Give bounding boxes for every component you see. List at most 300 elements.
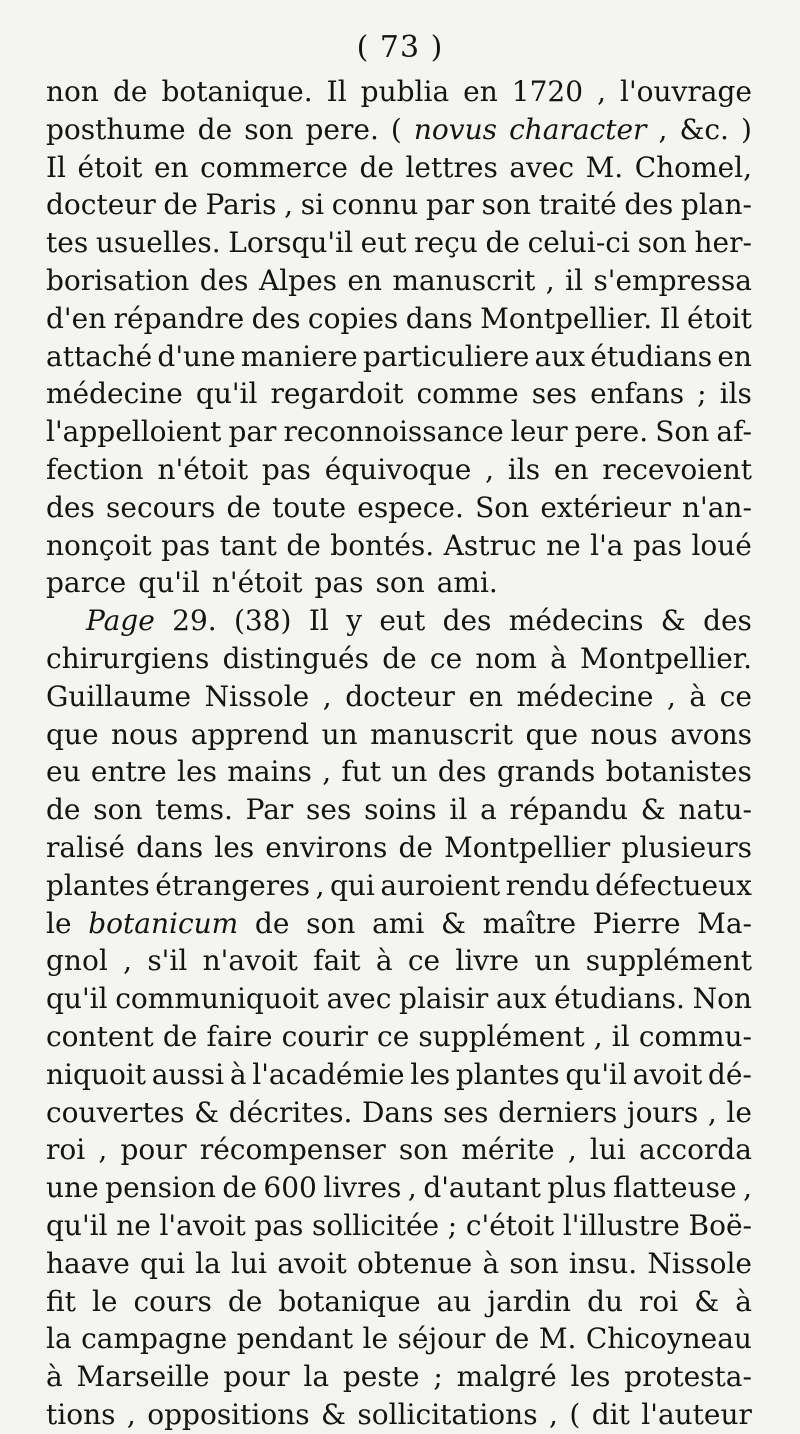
word: tems. bbox=[155, 793, 233, 827]
word: à bbox=[550, 641, 567, 675]
word: la bbox=[46, 1322, 72, 1356]
word: roi bbox=[46, 1133, 86, 1167]
word: pour bbox=[223, 1360, 290, 1394]
word: de bbox=[286, 528, 321, 562]
word: fut bbox=[341, 755, 382, 789]
word: à bbox=[735, 1284, 752, 1318]
word: Page bbox=[86, 604, 155, 638]
word: son bbox=[306, 906, 356, 940]
word: , bbox=[407, 1171, 417, 1205]
word: af- bbox=[716, 415, 752, 449]
word: fait bbox=[313, 944, 361, 978]
word: lettres bbox=[405, 150, 498, 184]
word: a bbox=[480, 793, 497, 827]
text-line bbox=[46, 867, 752, 905]
word: peste bbox=[342, 1360, 420, 1394]
word: Lorsqu'il bbox=[228, 226, 354, 260]
text-line bbox=[46, 678, 752, 716]
word: M. bbox=[538, 1322, 577, 1356]
word: toute bbox=[272, 490, 347, 524]
word: des bbox=[46, 490, 95, 524]
word: nous bbox=[110, 717, 179, 751]
word: si bbox=[300, 188, 325, 222]
word: borisation bbox=[46, 263, 190, 297]
word: & bbox=[321, 1397, 346, 1431]
word: Il bbox=[659, 301, 680, 335]
word: ils bbox=[507, 452, 541, 486]
word: regardoit bbox=[270, 377, 404, 411]
word: & bbox=[194, 1095, 220, 1129]
word: que bbox=[525, 717, 579, 751]
word: extérieur bbox=[540, 490, 671, 524]
word: ce bbox=[407, 944, 441, 978]
word: lui bbox=[231, 1246, 267, 1280]
word: en bbox=[717, 339, 752, 373]
word: content bbox=[46, 1019, 154, 1053]
word: & bbox=[441, 906, 466, 940]
word: des bbox=[437, 755, 487, 789]
word: publia bbox=[360, 75, 450, 108]
word: qu'il bbox=[138, 566, 200, 600]
word: n'étoit bbox=[157, 452, 249, 486]
word: sollicitée bbox=[311, 1208, 440, 1242]
text-line bbox=[46, 1320, 752, 1358]
word: dit bbox=[591, 1397, 630, 1431]
word: de bbox=[163, 188, 198, 222]
word: tant bbox=[219, 528, 277, 562]
word: , bbox=[126, 1397, 136, 1431]
word: ) bbox=[741, 112, 752, 146]
word: apprend bbox=[190, 717, 310, 751]
word: oppositions bbox=[147, 1397, 310, 1431]
word: jardin bbox=[487, 1284, 572, 1318]
word: ses bbox=[306, 793, 352, 827]
word: de bbox=[227, 1284, 263, 1318]
word: plantes bbox=[455, 1057, 560, 1091]
text-line bbox=[46, 1094, 752, 1132]
word: de bbox=[162, 1019, 198, 1053]
word: son bbox=[398, 1133, 449, 1167]
word: aussi bbox=[151, 1057, 225, 1091]
word: insu. bbox=[568, 1246, 638, 1280]
word: de bbox=[46, 793, 81, 827]
word: ; bbox=[433, 1360, 443, 1394]
word: dans bbox=[405, 301, 473, 335]
word: attaché bbox=[46, 339, 153, 373]
word: auroient bbox=[380, 868, 501, 902]
word: Guillaume bbox=[46, 679, 192, 713]
word: 600 bbox=[263, 1171, 317, 1205]
word: pas bbox=[314, 566, 364, 600]
word: d'autant bbox=[423, 1171, 541, 1205]
word: , bbox=[322, 679, 332, 713]
word: pour bbox=[120, 1133, 187, 1167]
text-line bbox=[46, 489, 752, 527]
word: le bbox=[46, 906, 72, 940]
word: rendu bbox=[505, 868, 590, 902]
word: l'ouvrage bbox=[620, 75, 752, 108]
word: 29. bbox=[172, 604, 217, 638]
word: Ma- bbox=[697, 906, 752, 940]
word: avec bbox=[326, 982, 392, 1016]
word: de bbox=[359, 150, 394, 184]
text-line bbox=[46, 1169, 752, 1207]
word: par bbox=[228, 415, 277, 449]
text-line bbox=[46, 1018, 752, 1056]
word: s'empressa bbox=[593, 263, 752, 297]
word: grands bbox=[496, 755, 596, 789]
word: lui bbox=[589, 1133, 626, 1167]
word: pere. bbox=[574, 415, 649, 449]
text-line bbox=[46, 413, 752, 451]
word: le bbox=[726, 1095, 752, 1129]
word: répandre bbox=[113, 301, 245, 335]
word: botanistes bbox=[605, 755, 752, 789]
word: Chomel, bbox=[634, 150, 752, 184]
word: de bbox=[112, 75, 148, 108]
word: plan- bbox=[680, 188, 752, 222]
word: Pierre bbox=[592, 906, 681, 940]
word: copies bbox=[307, 301, 399, 335]
word: dé- bbox=[707, 1057, 752, 1091]
text-line bbox=[46, 1358, 752, 1396]
text-line bbox=[46, 942, 752, 980]
word: accorda bbox=[639, 1133, 752, 1167]
word: & bbox=[640, 793, 666, 827]
word: au bbox=[436, 1284, 472, 1318]
word: & bbox=[694, 1284, 720, 1318]
word: , bbox=[123, 944, 132, 978]
word: ses bbox=[531, 377, 578, 411]
word: Alpes bbox=[258, 263, 338, 297]
word: traité bbox=[538, 188, 617, 222]
word: 1720 bbox=[511, 75, 584, 108]
word: connu bbox=[331, 188, 419, 222]
word: ami bbox=[372, 906, 425, 940]
word: médecine bbox=[46, 377, 183, 411]
word: de bbox=[485, 226, 520, 260]
word: Montpellier bbox=[444, 830, 611, 864]
word: couvertes bbox=[46, 1095, 185, 1129]
word: livre bbox=[455, 944, 520, 978]
word: , bbox=[485, 452, 495, 486]
word: pension bbox=[105, 1171, 216, 1205]
text-line bbox=[46, 73, 752, 111]
word: l'appelloient bbox=[46, 415, 222, 449]
word: avons bbox=[670, 717, 752, 751]
word: reçu bbox=[414, 226, 478, 260]
word: Astruc bbox=[443, 528, 537, 562]
word: obtenue bbox=[357, 1246, 473, 1280]
word: her- bbox=[694, 226, 752, 260]
word: nous bbox=[590, 717, 658, 751]
word: cours bbox=[133, 1284, 212, 1318]
word: Non bbox=[692, 982, 752, 1016]
word: jours bbox=[626, 1095, 699, 1129]
word: les bbox=[177, 755, 217, 789]
word: de bbox=[254, 906, 290, 940]
word: Par bbox=[245, 793, 294, 827]
word: faire bbox=[206, 1019, 273, 1053]
word: manuscrit bbox=[392, 263, 536, 297]
word: des bbox=[199, 263, 249, 297]
word: environs bbox=[265, 830, 388, 864]
word: ce bbox=[719, 679, 752, 713]
word: par bbox=[426, 188, 475, 222]
word: équivoque bbox=[324, 452, 472, 486]
word: loué bbox=[691, 528, 752, 562]
word: chirurgiens bbox=[46, 641, 210, 675]
word: pas bbox=[161, 528, 211, 562]
word: Son bbox=[655, 415, 710, 449]
word: des bbox=[251, 301, 301, 335]
word: défectueux bbox=[595, 868, 752, 902]
word: , bbox=[743, 1171, 752, 1205]
word: l'académie bbox=[252, 1057, 405, 1091]
text-line bbox=[46, 791, 752, 829]
word: à bbox=[689, 679, 707, 713]
word: recevoient bbox=[602, 452, 752, 486]
word: tes bbox=[46, 226, 89, 260]
word: ami. bbox=[436, 566, 498, 600]
word: ce bbox=[429, 641, 463, 675]
word: plus bbox=[547, 1171, 607, 1205]
word: c'étoit bbox=[465, 1208, 555, 1242]
word: son bbox=[481, 188, 531, 222]
word: aux bbox=[495, 982, 547, 1016]
text-line bbox=[46, 1245, 752, 1283]
word: , bbox=[322, 755, 332, 789]
word: Boë- bbox=[688, 1208, 752, 1242]
word: l'auteur bbox=[641, 1397, 752, 1431]
word: Nissole bbox=[647, 1246, 752, 1280]
word: niquoit bbox=[46, 1057, 147, 1091]
word: ne bbox=[546, 528, 581, 562]
word: gnol bbox=[46, 944, 108, 978]
word: secours bbox=[106, 490, 216, 524]
text-line bbox=[46, 716, 752, 754]
word: pas bbox=[632, 528, 682, 562]
word: qu'il bbox=[195, 377, 258, 411]
word: celui-ci bbox=[527, 226, 630, 260]
text-line bbox=[46, 111, 752, 149]
text-line bbox=[46, 1131, 752, 1169]
word: tions bbox=[46, 1397, 116, 1431]
word: qui bbox=[140, 1246, 185, 1280]
text-line bbox=[46, 262, 752, 300]
word: &c. bbox=[679, 112, 729, 146]
word: Il bbox=[326, 75, 347, 108]
word: , bbox=[658, 112, 668, 146]
word: plaisir bbox=[399, 982, 489, 1016]
word: enfans bbox=[590, 377, 685, 411]
word: botanique bbox=[278, 1284, 421, 1318]
word: récompenser bbox=[199, 1133, 386, 1167]
word: & bbox=[660, 604, 686, 638]
word: manuscrit bbox=[370, 717, 514, 751]
word: les bbox=[410, 1057, 451, 1091]
word: protesta- bbox=[624, 1360, 752, 1394]
word: particuliere bbox=[362, 339, 530, 373]
word: docteur bbox=[46, 188, 156, 222]
word: Nissole bbox=[204, 679, 310, 713]
word: botanique. bbox=[161, 75, 313, 108]
word: docteur bbox=[345, 679, 455, 713]
word: l'illustre bbox=[562, 1208, 680, 1242]
word: novus bbox=[413, 112, 498, 146]
word: Il bbox=[46, 150, 67, 184]
word: étoit bbox=[687, 301, 752, 335]
text-line bbox=[46, 753, 752, 791]
word: derniers bbox=[498, 1095, 618, 1129]
word: il bbox=[565, 263, 584, 297]
text-line bbox=[46, 1283, 752, 1321]
word: , bbox=[98, 1133, 108, 1167]
word: livres bbox=[323, 1171, 402, 1205]
text-line bbox=[46, 602, 752, 640]
word: pere. bbox=[305, 112, 379, 146]
word: sollicitations bbox=[357, 1397, 538, 1431]
word: natu- bbox=[678, 793, 752, 827]
word: en bbox=[347, 263, 383, 297]
word: décrites. bbox=[228, 1095, 353, 1129]
word: nom bbox=[475, 641, 537, 675]
word: médecins bbox=[508, 604, 644, 638]
text-line bbox=[46, 1396, 752, 1434]
word: , bbox=[284, 188, 294, 222]
word: son bbox=[509, 1246, 559, 1280]
word: ; bbox=[697, 377, 707, 411]
word: avoit bbox=[277, 1246, 347, 1280]
word: M. bbox=[585, 150, 624, 184]
word: pendant bbox=[236, 1322, 354, 1356]
text-line bbox=[46, 300, 752, 338]
text-line bbox=[46, 640, 752, 678]
word: mains bbox=[227, 755, 312, 789]
text-line bbox=[46, 1207, 752, 1245]
word: des bbox=[442, 604, 492, 638]
word: de bbox=[494, 1322, 530, 1356]
word: roi bbox=[639, 1284, 679, 1318]
word: , bbox=[593, 1019, 603, 1053]
word: que bbox=[46, 717, 99, 751]
text-line bbox=[46, 451, 752, 489]
word: , bbox=[707, 1095, 717, 1129]
word: étudians. bbox=[554, 982, 685, 1016]
word: maniere bbox=[240, 339, 358, 373]
word: l'a bbox=[590, 528, 624, 562]
word: non bbox=[46, 75, 99, 108]
word: maître bbox=[482, 906, 577, 940]
word: posthume bbox=[46, 112, 186, 146]
word: botanicum bbox=[88, 906, 239, 940]
word: répandu bbox=[509, 793, 629, 827]
word: , bbox=[567, 1133, 577, 1167]
word: Marseille bbox=[76, 1360, 210, 1394]
word: de bbox=[197, 112, 233, 146]
word: étoit bbox=[77, 150, 143, 184]
word: Dans bbox=[361, 1095, 434, 1129]
word: du bbox=[587, 1284, 624, 1318]
word: un bbox=[534, 944, 571, 978]
word: communiquoit bbox=[115, 982, 319, 1016]
word: aux bbox=[534, 339, 586, 373]
word: ralisé bbox=[46, 830, 125, 864]
word: n'étoit bbox=[211, 566, 303, 600]
word: son bbox=[637, 226, 687, 260]
word: dans bbox=[136, 830, 204, 864]
text-line bbox=[46, 186, 752, 224]
text-line bbox=[46, 527, 752, 565]
word: qu'il bbox=[46, 982, 108, 1016]
word: de bbox=[222, 1171, 257, 1205]
word: , bbox=[545, 263, 555, 297]
text-line bbox=[46, 375, 752, 413]
text-line bbox=[46, 829, 752, 867]
word: (38) bbox=[234, 604, 292, 638]
word: commu- bbox=[638, 1019, 752, 1053]
word: ne bbox=[116, 1208, 151, 1242]
word: fection bbox=[46, 452, 144, 486]
word: étudians bbox=[590, 339, 713, 373]
word: pas bbox=[254, 1208, 304, 1242]
word: en bbox=[468, 679, 504, 713]
text-line bbox=[46, 224, 752, 262]
word: n'an- bbox=[682, 490, 752, 524]
word: un bbox=[391, 755, 428, 789]
word: avoit bbox=[632, 1057, 703, 1091]
word: ses bbox=[443, 1095, 489, 1129]
word: bontés. bbox=[330, 528, 435, 562]
text-line bbox=[46, 905, 752, 943]
word: des bbox=[624, 188, 674, 222]
word: soins bbox=[364, 793, 437, 827]
word: leur bbox=[510, 415, 568, 449]
word: à bbox=[482, 1246, 500, 1280]
text-line bbox=[46, 980, 752, 1018]
word: de bbox=[398, 830, 433, 864]
word: eut bbox=[360, 226, 407, 260]
word: reconnoissance bbox=[283, 415, 504, 449]
word: character bbox=[509, 112, 647, 146]
word: un bbox=[321, 717, 358, 751]
word: parce bbox=[46, 566, 127, 600]
word: s'il bbox=[147, 944, 188, 978]
word: la bbox=[303, 1360, 330, 1394]
word: de bbox=[226, 490, 261, 524]
word: flatteuse bbox=[613, 1171, 737, 1205]
word: mérite bbox=[461, 1133, 555, 1167]
word: Chicoyneau bbox=[585, 1322, 752, 1356]
word: , bbox=[666, 679, 676, 713]
word: les bbox=[570, 1360, 611, 1394]
word: ce bbox=[377, 1019, 410, 1053]
word: en bbox=[553, 452, 589, 486]
word: d'une bbox=[157, 339, 236, 373]
page-number: ( 73 ) bbox=[356, 30, 444, 65]
word: à bbox=[229, 1057, 247, 1091]
word: l'avoit bbox=[159, 1208, 246, 1242]
word: , bbox=[597, 75, 606, 108]
word: ; bbox=[447, 1208, 458, 1242]
word: Montpellier. bbox=[480, 301, 653, 335]
word: supplément bbox=[585, 944, 752, 978]
word: usuelles. bbox=[95, 226, 221, 260]
word: son bbox=[93, 793, 143, 827]
word: plusieurs bbox=[621, 830, 752, 864]
word: des bbox=[703, 604, 752, 638]
word: Paris bbox=[205, 188, 277, 222]
